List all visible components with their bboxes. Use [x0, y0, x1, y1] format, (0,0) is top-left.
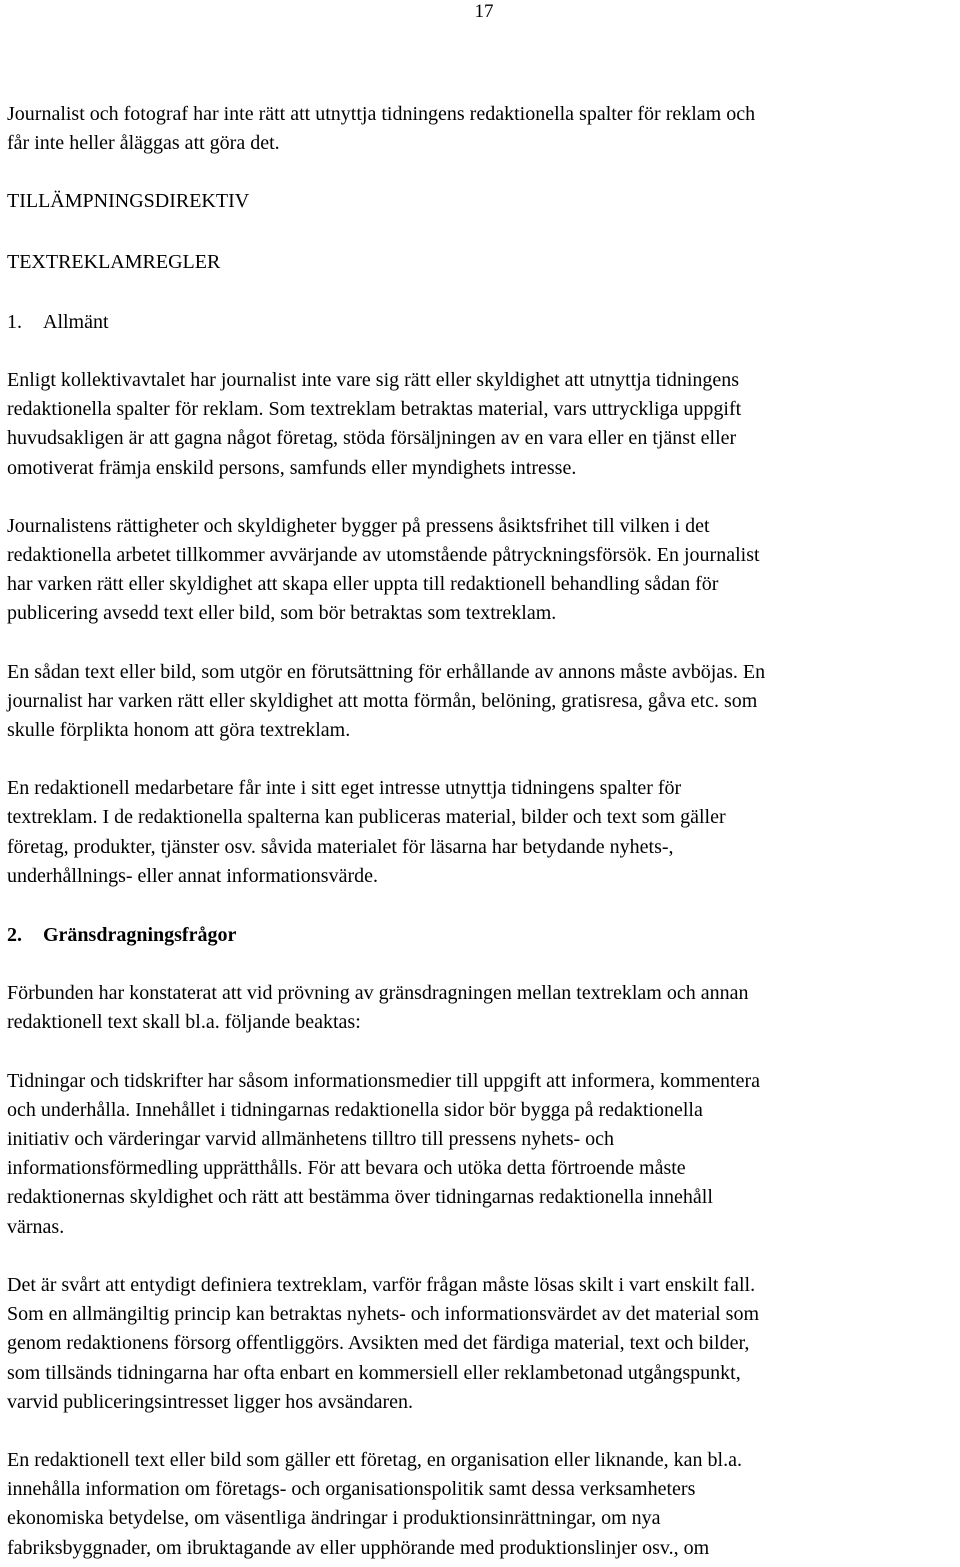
text-line: Det är svårt att entydigt definiera textreklam, varför frågan måste lösas skilt i vart enskilt fall. — [7, 1273, 756, 1296]
directive-heading: TILLÄMPNINGSDIREKTIV — [7, 190, 250, 213]
text-line: genom redaktionens försorg offentliggörs. Avsikten med det färdiga material, text och bilder, — [7, 1332, 750, 1355]
section-1-title: Allmänt — [43, 310, 109, 333]
section-2-paragraph-4 — [7, 1446, 955, 1563]
text-line: innehålla information om företags- och organisationspolitik samt dessa verksamheters — [7, 1478, 696, 1501]
text-line: Journalist och fotograf har inte rätt att utnyttja tidningens redaktionella spalter för reklam och — [7, 103, 756, 125]
text-line: omotiverat främja enskild persons, samfunds eller myndighets intresse. — [7, 456, 577, 479]
text-line: redaktionell text skall bl.a. följande beaktas: — [7, 1011, 361, 1034]
text-line: Förbunden har konstaterat att vid prövning av gränsdragningen mellan textreklam och annan — [7, 982, 749, 1005]
text-line: fabriksbyggnader, om ibruktagande av eller upphörande med produktionslinjer osv., om — [7, 1536, 710, 1559]
section-2-number: 2. — [7, 924, 22, 947]
text-line: redaktionella arbetet tillkommer avvärjande av utomstående påtryckningsförsök. En journalist — [7, 544, 760, 567]
text-line: underhållnings- eller annat informationsvärde. — [7, 864, 378, 887]
section-2-title: Gränsdragningsfrågor — [43, 924, 237, 947]
section-1-paragraph-1 — [7, 366, 955, 483]
section-1-number: 1. — [7, 310, 22, 333]
page-number: 17 — [474, 1, 494, 22]
text-line: som tillsänds tidningarna har ofta enbart en kommersiell eller reklambetonad utgångspunkt, — [7, 1361, 741, 1384]
text-line: publicering avsedd text eller bild, som bör betraktas som textreklam. — [7, 602, 557, 625]
intro-paragraph — [7, 100, 955, 158]
text-line: huvudsakligen är att gagna något företag, stöda försäljningen av en vara eller en tjänst eller — [7, 427, 737, 450]
text-line: journalist har varken rätt eller skyldighet att motta förmån, belöning, gratisresa, gåva etc. som — [7, 689, 758, 712]
document-body — [7, 100, 955, 1563]
text-line: Som en allmängiltig princip kan betraktas nyhets- och informationsvärdet av det material som — [7, 1303, 760, 1326]
text-line: Enligt kollektivavtalet har journalist inte vare sig rätt eller skyldighet att utnyttja tidningens — [7, 369, 740, 392]
section-2-paragraph-1 — [7, 979, 955, 1037]
section-1-paragraph-4 — [7, 774, 955, 891]
text-line: textreklam. I de redaktionella spalterna kan publiceras material, bilder och text som gäller — [7, 806, 726, 829]
text-line: Tidningar och tidskrifter har såsom informationsmedier till uppgift att informera, kommentera — [7, 1069, 760, 1092]
text-line: redaktionella spalter för reklam. Som textreklam betraktas material, vars uttryckliga uppgift — [7, 398, 742, 421]
text-line: informationsförmedling upprätthålls. För att bevara och utöka detta förtroende måste — [7, 1157, 686, 1180]
text-line: initiativ och värderingar varvid allmänhetens tilltro till pressens nyhets- och — [7, 1128, 615, 1151]
section-1-paragraph-3 — [7, 658, 955, 746]
text-line: En redaktionell text eller bild som gäller ett företag, en organisation eller liknande, kan bl.a. — [7, 1448, 742, 1471]
section-2-heading — [7, 921, 955, 950]
text-line: En redaktionell medarbetare får inte i sitt eget intresse utnyttja tidningens spalter för — [7, 777, 682, 800]
text-line: företag, produkter, tjänster osv. såvida materialet för läsarna har betydande nyhets-, — [7, 835, 674, 858]
text-line: och underhålla. Innehållet i tidningarnas redaktionella sidor bör bygga på redaktionella — [7, 1098, 703, 1121]
section-2-paragraph-2 — [7, 1067, 955, 1242]
rules-heading: TEXTREKLAMREGLER — [7, 250, 221, 273]
text-line: En sådan text eller bild, som utgör en förutsättning för erhållande av annons måste avböjas. En — [7, 660, 766, 683]
section-1-paragraph-2 — [7, 512, 955, 629]
text-line: ekonomiska betydelse, om väsentliga ändringar i produktionsinrättningar, om nya — [7, 1507, 661, 1530]
text-line: skulle förplikta honom att göra textreklam. — [7, 719, 351, 742]
text-line: värnas. — [7, 1215, 65, 1238]
section-1-heading — [7, 308, 955, 337]
section-2-paragraph-3 — [7, 1271, 955, 1417]
text-line: Journalistens rättigheter och skyldigheter bygger på pressens åsiktsfrihet till vilken i det — [7, 514, 710, 537]
text-line: redaktionernas skyldighet och rätt att bestämma över tidningarnas redaktionella innehåll — [7, 1186, 713, 1209]
text-line: får inte heller åläggas att göra det. — [7, 132, 280, 155]
text-line: har varken rätt eller skyldighet att skapa eller uppta till redaktionell behandling sådan för — [7, 573, 719, 596]
text-line: varvid publiceringsintresset ligger hos avsändaren. — [7, 1390, 413, 1413]
